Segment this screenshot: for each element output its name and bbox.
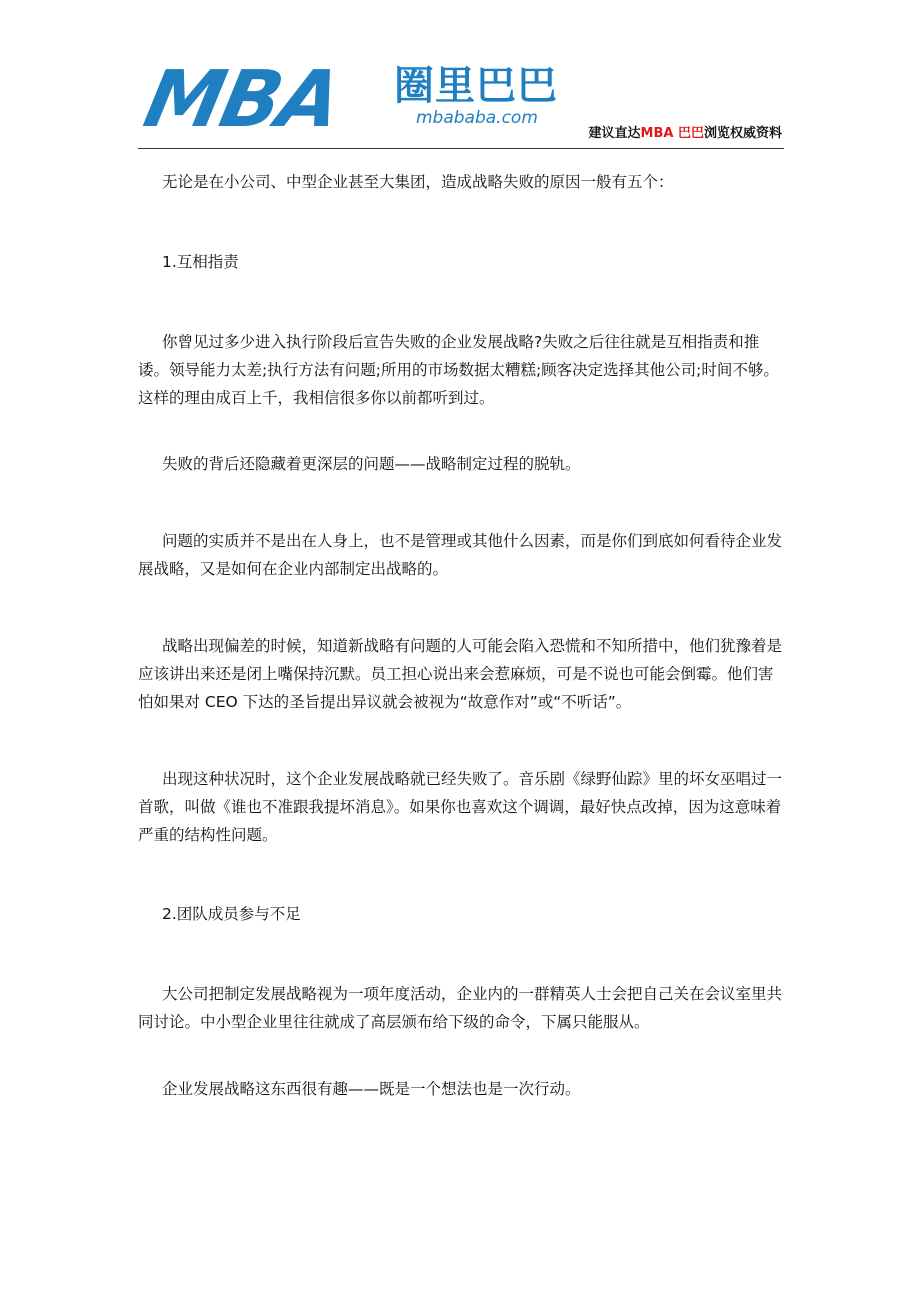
section-heading-2: 2.团队成员参与不足 <box>162 905 301 923</box>
mbababa-logo[interactable] <box>136 55 558 145</box>
paragraph-deeper-problem: 失败的背后还隐藏着更深层的问题——战略制定过程的脱轨。 <box>162 455 581 473</box>
paragraph-failure: 出现这种状况时，这个企业发展战略就已经失败了。音乐剧《绿野仙踪》里的坏女巫唱过一首歌，叫做《谁也不准跟我提坏消息》。如果你也喜欢这个调调，最好快点改掉，因为这意味着严重的结构性问题。 <box>138 770 783 844</box>
page-header <box>136 55 784 150</box>
section-heading-1: 1.互相指责 <box>162 253 239 271</box>
header-divider <box>138 148 784 149</box>
paragraph-essence: 问题的实质并不是出在人身上，也不是管理或其他什么因素，而是你们到底如何看待企业发展战略，又是如何在企业内部制定出战略的。 <box>138 532 783 578</box>
paragraph-intro: 无论是在小公司、中型企业甚至大集团，造成战略失败的原因一般有五个： <box>162 173 674 191</box>
article-body <box>138 168 784 1103</box>
tagline-prefix: 建议直达 <box>588 126 641 141</box>
logo-chinese-text: 圈里巴巴 <box>394 63 558 109</box>
paragraph-interesting: 企业发展战略这东西很有趣——既是一个想法也是一次行动。 <box>162 1080 581 1098</box>
logo-domain-text: mbababa.com <box>416 108 538 128</box>
tagline-suffix: 浏览权威资料 <box>703 126 782 141</box>
paragraph-mutual-blame: 你曾见过多少进入执行阶段后宣告失败的企业发展战略?失败之后往往就是互相指责和推诿。领导能力太差;执行方法有问题;所用的市场数据太糟糕;顾客决定选择其他公司;时间不够。这样的理由成百上千，我相信很多你以前都听到过。 <box>138 333 779 407</box>
logo-mba-text: MBA <box>136 55 348 145</box>
paragraph-deviation: 战略出现偏差的时候，知道新战略有问题的人可能会陷入恐慌和不知所措中，他们犹豫着是应该讲出来还是闭上嘴保持沉默。员工担心说出来会惹麻烦，可是不说也可能会倒霉。他们害怕如果对 CEO 下达的圣旨提出异议就会被视为“故意作对”或“不听话”。 <box>138 637 783 711</box>
header-tagline <box>589 126 782 142</box>
tagline-accent: MBA 巴巴 <box>640 126 704 141</box>
paragraph-participation: 大公司把制定发展战略视为一项年度活动，企业内的一群精英人士会把自己关在会议室里共同讨论。中小型企业里往往就成了高层颁布给下级的命令，下属只能服从。 <box>138 985 783 1031</box>
